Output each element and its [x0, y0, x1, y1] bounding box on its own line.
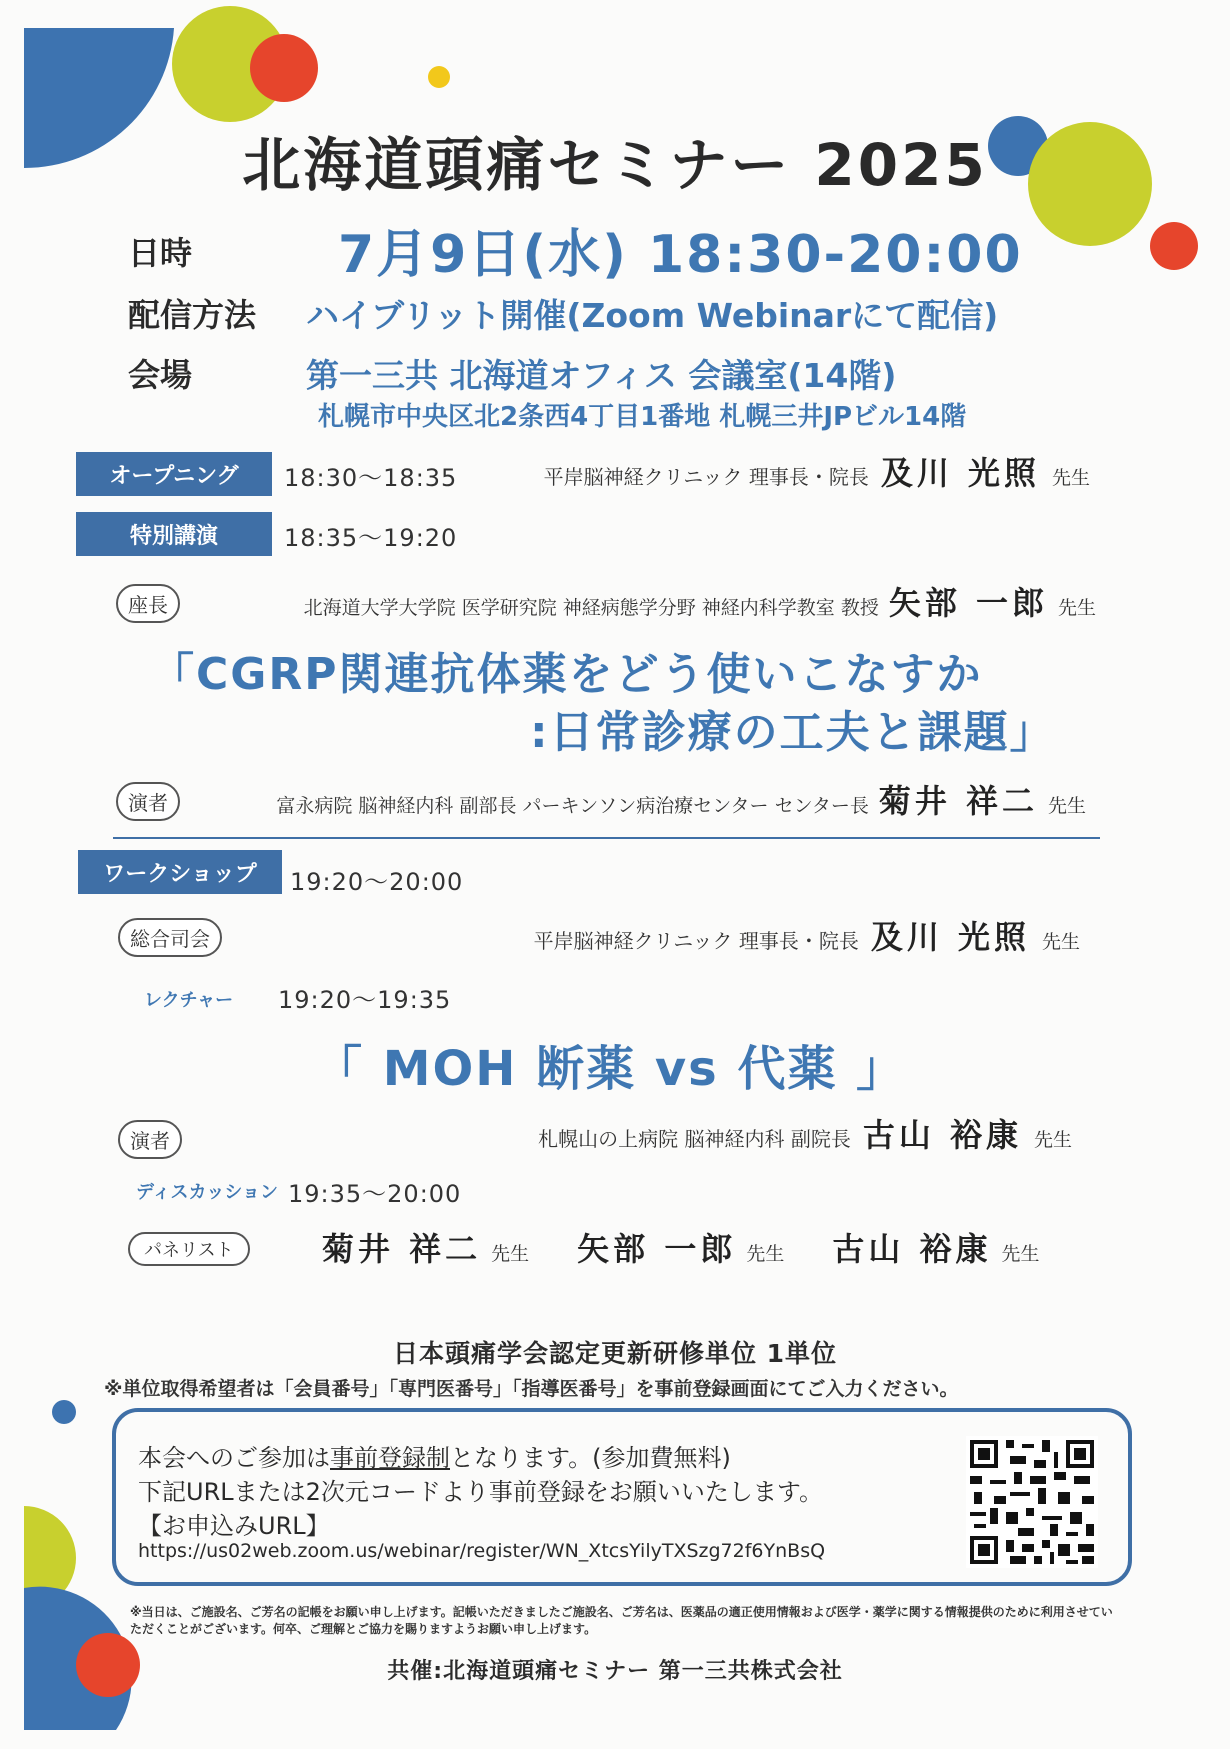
- date-value: 7月9日(水) 18:30-20:00: [338, 225, 1023, 285]
- registration-line2: 下記URLまたは2次元コードより事前登録をお願いいたします。: [138, 1478, 823, 1506]
- registration-text: 本会へのご参加は: [138, 1444, 330, 1472]
- registration-url-link[interactable]: https://us02web.zoom.us/webinar/register/WN_XtcsYilyTXSzg72f6YnBsQ: [138, 1540, 826, 1562]
- date-label: 日時: [128, 234, 193, 272]
- opening-time: 18:30〜18:35: [284, 464, 458, 492]
- registration-line1: [138, 1438, 731, 1473]
- special-lecture-time: 18:35〜19:20: [284, 524, 458, 552]
- red-circle: [1150, 222, 1198, 270]
- panelist-name: 矢部 一郎: [577, 1230, 737, 1268]
- method-label: 配信方法: [128, 296, 257, 334]
- registration-text: となります。(参加費無料): [450, 1444, 731, 1472]
- mc-pill: 総合司会: [118, 918, 222, 957]
- panelist-list: [322, 1224, 1040, 1270]
- lecture-title-line1: 「CGRP関連抗体薬をどう使いこなすか: [150, 649, 983, 700]
- discussion-label: ディスカッション: [136, 1182, 279, 1203]
- red-circle: [250, 34, 318, 102]
- chair-name: 矢部 一郎: [888, 584, 1048, 622]
- speaker-honorific: 先生: [1033, 1129, 1072, 1151]
- speaker-affiliation: 富永病院 脳神経内科 副部長 パーキンソン病治療センター センター長: [276, 795, 869, 817]
- panelist-honorific: 先生: [491, 1243, 530, 1265]
- credit-note: ※単位取得希望者は「会員番号」「専門医番号」「指導医番号」を事前登録画面にてご入力ください。: [104, 1378, 959, 1400]
- special-lecture-tag: 特別講演: [76, 512, 272, 556]
- workshop-time: 19:20〜20:00: [290, 868, 464, 896]
- page-title: 北海道頭痛セミナー 2025: [242, 131, 988, 199]
- speaker-name: 菊井 祥二: [878, 782, 1038, 820]
- lecture-label: レクチャー: [144, 990, 234, 1011]
- lecture-title-line2: :日常診療の工夫と課題」: [530, 707, 1056, 758]
- panelist-name: 古山 裕康: [832, 1230, 992, 1268]
- affiliation: 平岸脳神経クリニック 理事長・院長: [543, 465, 869, 489]
- sponsor-line: 共催:北海道頭痛セミナー 第一三共株式会社: [387, 1659, 843, 1684]
- chair-info: [192, 578, 1096, 624]
- discussion-time: 19:35〜20:00: [288, 1180, 462, 1208]
- panelist-honorific: 先生: [1001, 1243, 1040, 1265]
- mc-affiliation: 平岸脳神経クリニック 理事長・院長: [533, 929, 859, 953]
- workshop-lecture-title: 「 MOH 断薬 vs 代薬 」: [314, 1041, 907, 1097]
- mc-info: [400, 912, 1080, 958]
- method-value: ハイブリット開催(Zoom Webinarにて配信): [306, 296, 999, 335]
- chair-pill: 座長: [116, 584, 180, 623]
- lecture-time: 19:20〜19:35: [278, 986, 452, 1014]
- speaker-name: 及川 光照: [880, 454, 1040, 492]
- chair-honorific: 先生: [1057, 597, 1096, 619]
- honorific: 先生: [1051, 467, 1090, 489]
- speaker-affiliation: 札幌山の上病院 脳神経内科 副院長: [538, 1127, 851, 1151]
- speaker-name: 古山 裕康: [862, 1116, 1022, 1154]
- disclaimer: ※当日は、ご施設名、ご芳名の記帳をお願い申し上げます。記帳いただきましたご施設名、ご芳名は、医薬品の適正使用情報および医学・薬学に関する情報提供のために利用させていただくことがございます。何卒、ご理解とご協力を賜りますようお願い申し上げます。: [130, 1605, 1113, 1636]
- registration-line3: 【お申込みURL】: [138, 1512, 330, 1540]
- blue-dot: [52, 1400, 76, 1424]
- venue-value: 第一三共 北海道オフィス 会議室(14階): [306, 356, 897, 395]
- panelist-honorific: 先生: [746, 1243, 785, 1265]
- qr-code-icon[interactable]: [966, 1436, 1098, 1568]
- yellow-dot: [428, 66, 450, 88]
- chair-affiliation: 北海道大学大学院 医学研究院 神経病態学分野 神経内科学教室 教授: [303, 597, 879, 619]
- registration-emphasis: 事前登録制: [330, 1444, 450, 1472]
- mc-name: 及川 光照: [870, 918, 1030, 956]
- opening-tag: オープニング: [76, 452, 272, 496]
- workshop-speaker-info: [400, 1110, 1072, 1156]
- workshop-tag: ワークショップ: [78, 850, 282, 894]
- venue-address: 札幌市中央区北2条西4丁目1番地 札幌三井JPビル14階: [318, 402, 967, 432]
- panelist-pill: パネリスト: [128, 1232, 250, 1266]
- venue-label: 会場: [128, 356, 193, 394]
- section-divider: [113, 837, 1100, 839]
- panelist-name: 菊井 祥二: [322, 1230, 482, 1268]
- speaker-pill: 演者: [116, 782, 180, 821]
- speaker-honorific: 先生: [1047, 795, 1086, 817]
- workshop-speaker-pill: 演者: [118, 1120, 182, 1159]
- opening-speaker: [440, 448, 1090, 494]
- mc-honorific: 先生: [1041, 931, 1080, 953]
- special-speaker-info: [192, 776, 1086, 822]
- credit-line: 日本頭痛学会認定更新研修単位 1単位: [392, 1339, 838, 1368]
